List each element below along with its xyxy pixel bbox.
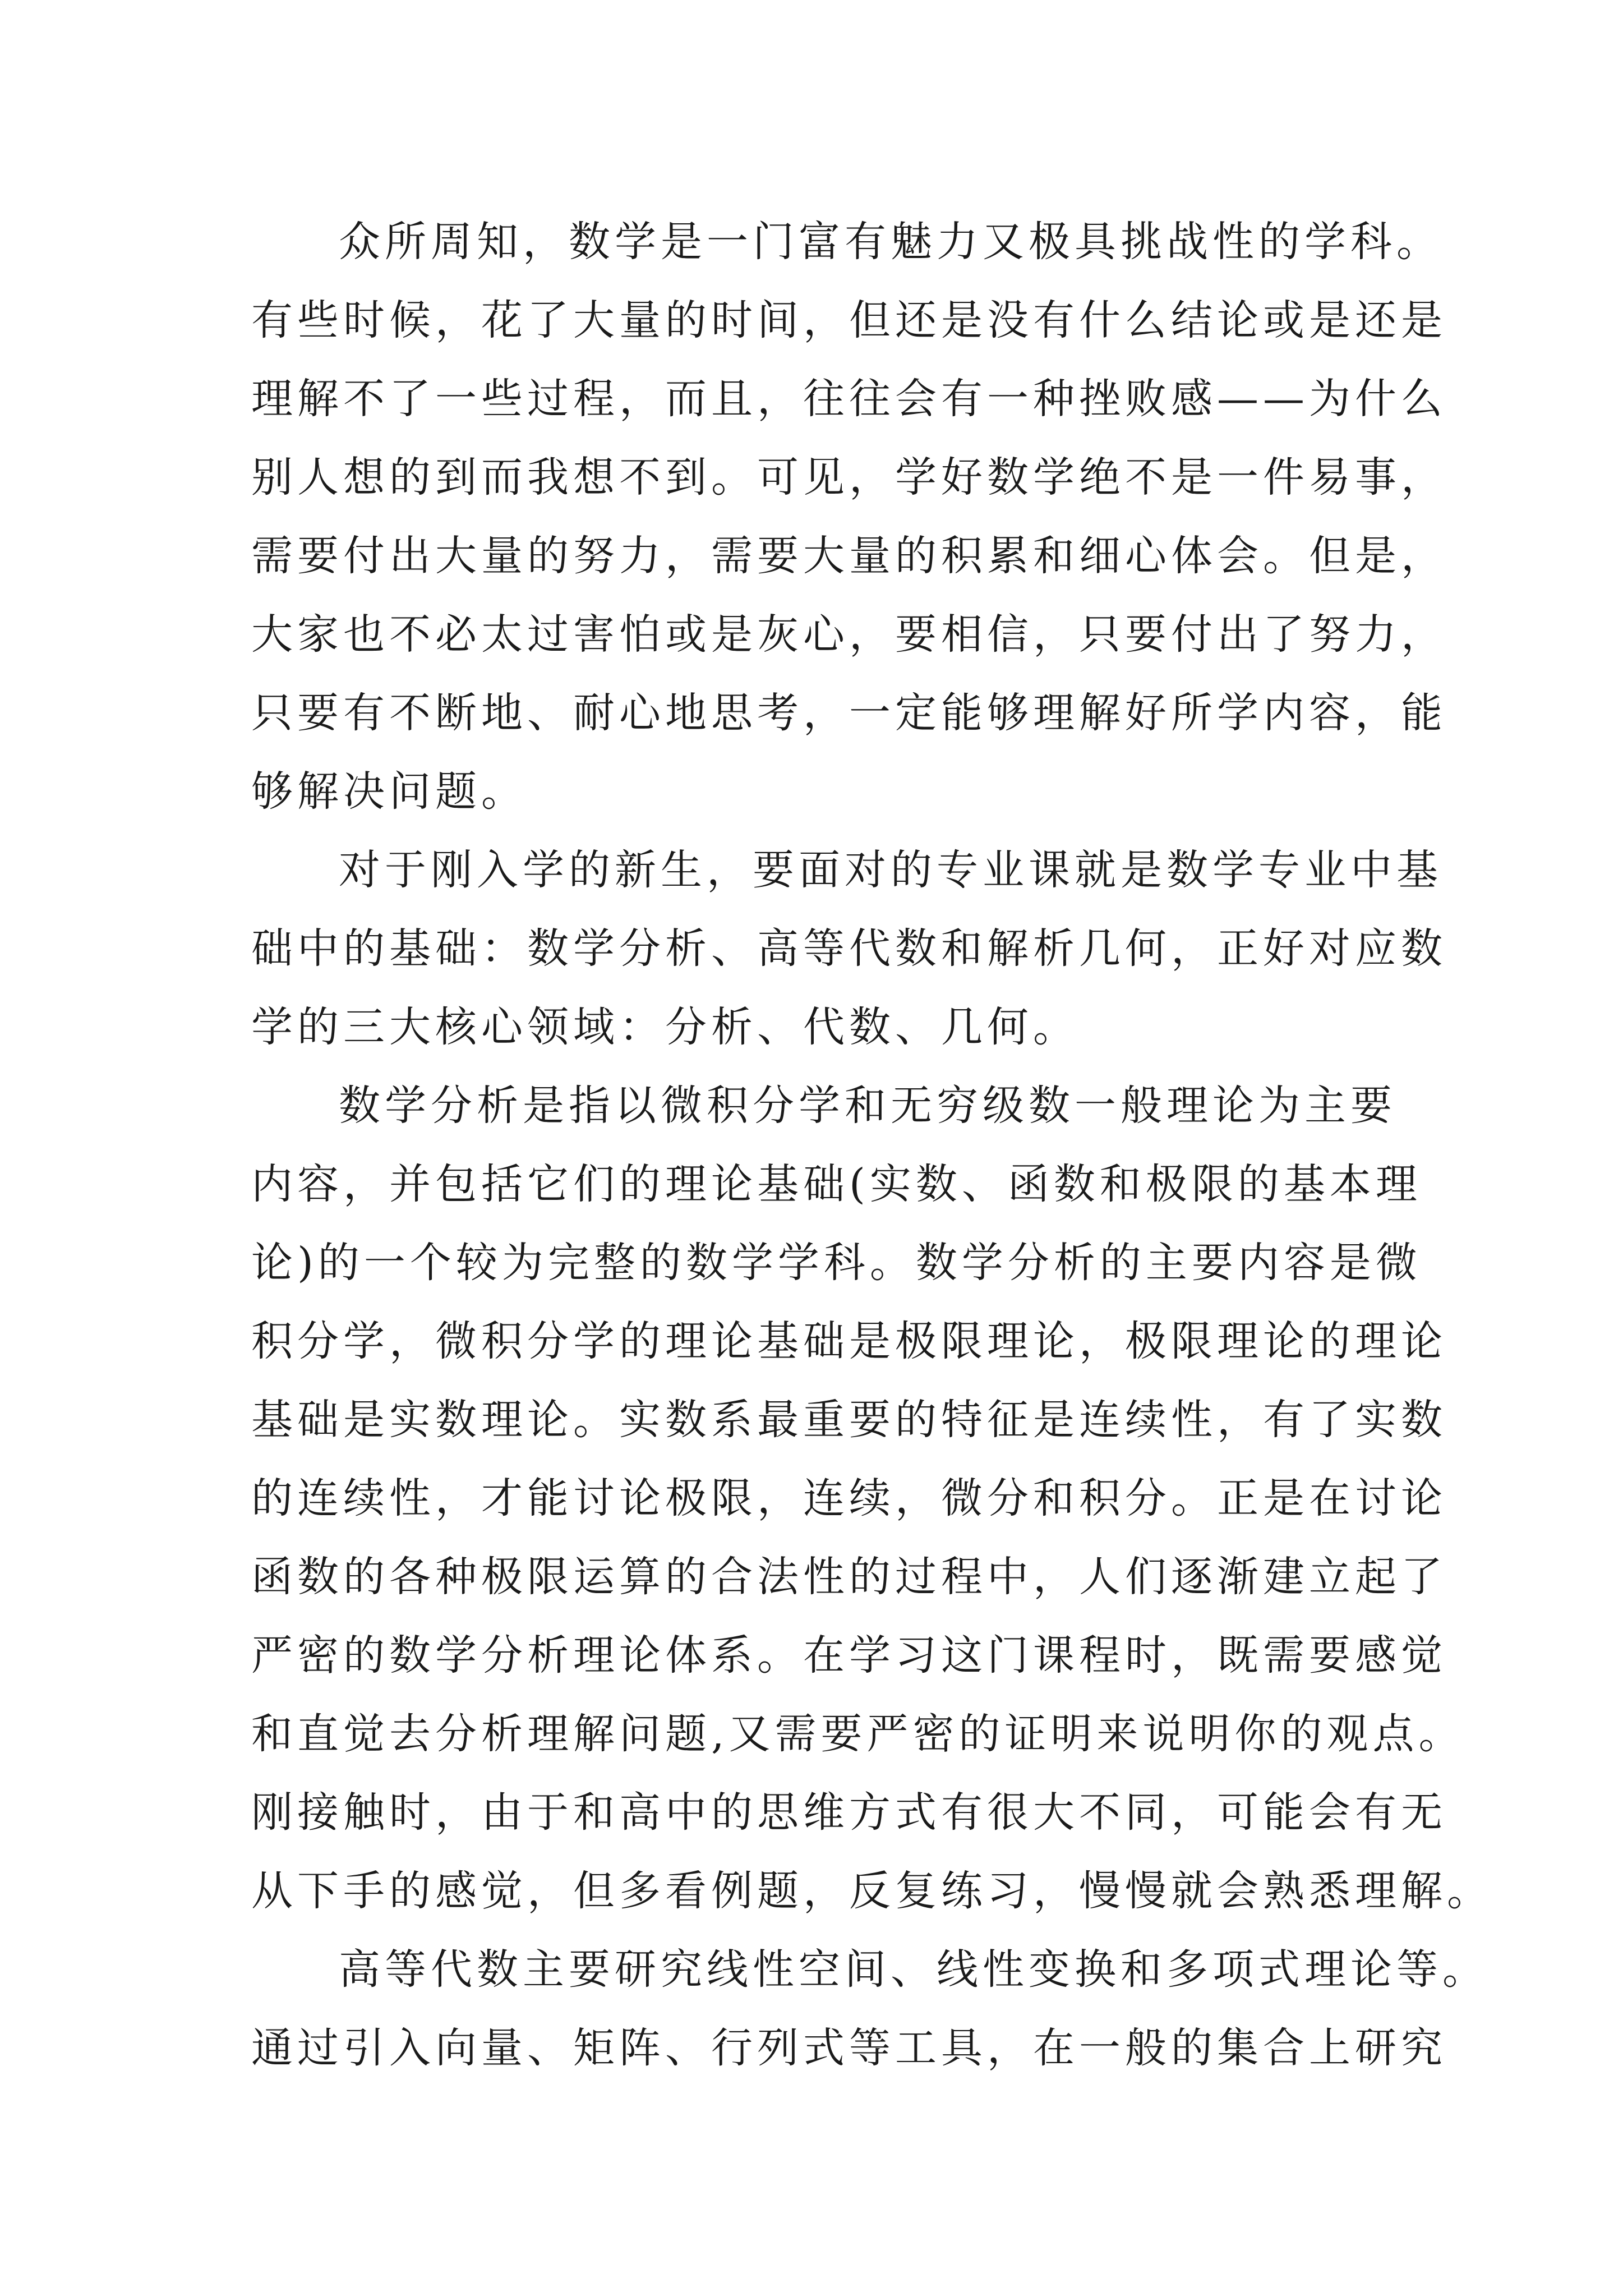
paragraph-3-line-9: 和直觉去分析理解问题,又需要严密的证明来说明你的观点。 <box>251 1710 1465 1758</box>
paragraph-2-line-3: 学的三大核心领域：分析、代数、几何。 <box>251 1003 1079 1051</box>
paragraph-1-line-5: 需要付出大量的努力，需要大量的积累和细心体会。但是， <box>251 532 1447 580</box>
paragraph-4-line-2: 通过引入向量、矩阵、行列式等工具，在一般的集合上研究 <box>251 2024 1447 2072</box>
paragraph-1-line-4: 别人想的到而我想不到。可见，学好数学绝不是一件易事， <box>251 453 1447 501</box>
paragraph-4-line-1: 高等代数主要研究线性空间、线性变换和多项式理论等。 <box>339 1945 1488 1994</box>
paragraph-1-line-2: 有些时候，花了大量的时间，但还是没有什么结论或是还是 <box>251 296 1447 344</box>
paragraph-3-line-4: 积分学，微积分学的理论基础是极限理论，极限理论的理论 <box>251 1317 1447 1365</box>
paragraph-3-line-8: 严密的数学分析理论体系。在学习这门课程时，既需要感觉 <box>251 1631 1447 1680</box>
paragraph-3-line-2: 内容，并包括它们的理论基础(实数、函数和极限的基本理 <box>251 1160 1422 1208</box>
paragraph-3-line-10: 刚接触时，由于和高中的思维方式有很大不同，可能会有无 <box>251 1788 1447 1837</box>
paragraph-3-line-1: 数学分析是指以微积分学和无穷级数一般理论为主要 <box>339 1082 1396 1130</box>
paragraph-3-line-6: 的连续性，才能讨论极限，连续，微分和积分。正是在讨论 <box>251 1474 1447 1522</box>
paragraph-2-line-1: 对于刚入学的新生，要面对的专业课就是数学专业中基 <box>339 846 1442 894</box>
paragraph-1-line-7: 只要有不断地、耐心地思考，一定能够理解好所学内容，能 <box>251 689 1447 737</box>
paragraph-1-line-1: 众所周知，数学是一门富有魅力又极具挑战性的学科。 <box>339 218 1442 266</box>
paragraph-1-line-6: 大家也不必太过害怕或是灰心，要相信，只要付出了努力， <box>251 610 1447 659</box>
paragraph-3-line-11: 从下手的感觉，但多看例题，反复练习，慢慢就会熟悉理解。 <box>251 1867 1493 1915</box>
paragraph-2-line-2: 础中的基础：数学分析、高等代数和解析几何，正好对应数 <box>251 924 1447 973</box>
paragraph-3-line-5: 基础是实数理论。实数系最重要的特征是连续性，有了实数 <box>251 1396 1447 1444</box>
paragraph-1-line-8: 够解决问题。 <box>251 767 527 816</box>
paragraph-3-line-7: 函数的各种极限运算的合法性的过程中，人们逐渐建立起了 <box>251 1553 1447 1601</box>
paragraph-3-line-3: 论)的一个较为完整的数学学科。数学分析的主要内容是微 <box>251 1239 1422 1287</box>
paragraph-1-line-3: 理解不了一些过程，而且，往往会有一种挫败感——为什么 <box>251 375 1447 423</box>
